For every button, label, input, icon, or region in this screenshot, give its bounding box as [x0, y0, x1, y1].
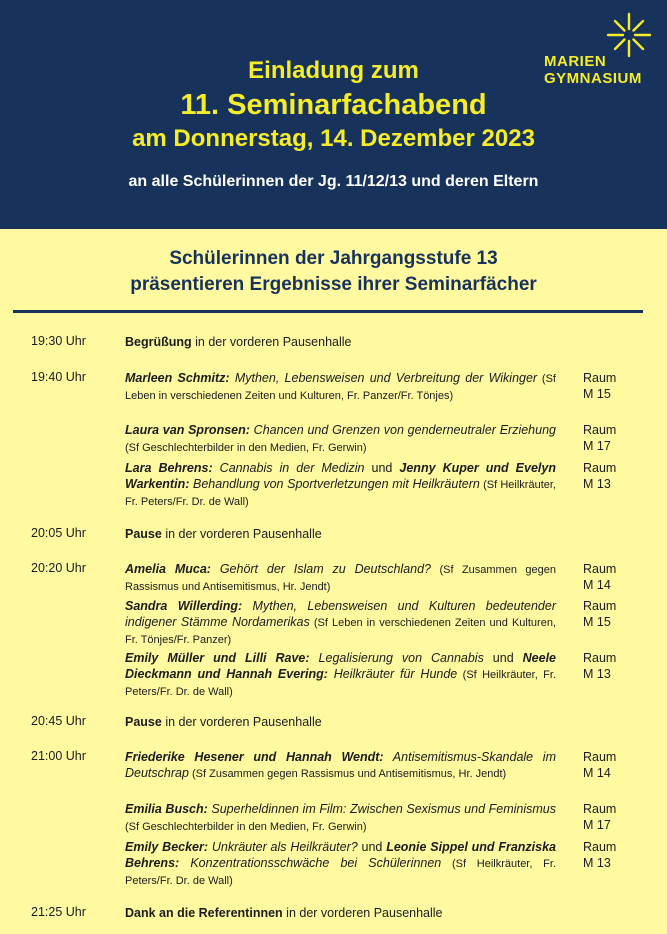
talk-title: Superheldinnen im Film: Zwischen Sexismus und Feminismus: [207, 802, 556, 816]
talk-description: [125, 460, 556, 510]
agenda-bold: Dank an die Referentinnen: [125, 906, 283, 920]
agenda-text: [125, 334, 605, 350]
talk-title: Mythen, Lebensweisen und Kulturen bedeutender indigener Stämme Nordamerikas: [125, 599, 556, 629]
school-logo: [544, 12, 656, 92]
room-label: [583, 839, 616, 871]
talk-title: Antisemitismus-Skandale im Deutschrap: [125, 750, 556, 780]
seminar-info: (Sf Leben in verschiedenen Zeiten und Kulturen, Fr. Panzer/Fr. Tönjes): [125, 373, 556, 402]
divider-rule: [13, 310, 643, 313]
agenda-bold: Pause: [125, 527, 162, 541]
sun-icon: [606, 12, 652, 58]
subtitle-line-2: präsentieren Ergebnisse ihrer Seminarfächer: [130, 274, 537, 295]
talk-description: [125, 422, 556, 456]
room-word: Raum: [583, 651, 617, 665]
room-word: Raum: [583, 371, 617, 385]
seminar-info: (Sf Leben in verschiedenen Zeiten und Kulturen, Fr. Tönjes/Fr. Panzer): [125, 617, 556, 646]
event-date: am Donnerstag, 14. Dezember 2023: [132, 125, 535, 152]
room-number: M 15: [583, 387, 611, 401]
seminar-info: (Sf Geschlechterbilder in den Medien, Fr. Gerwin): [125, 821, 367, 833]
seminar-info: (Sf Heilkräuter, Fr. Peters/Fr. Dr. de Wall): [125, 479, 556, 508]
talk-description: [125, 650, 556, 700]
seminar-info: (Sf Zusammen gegen Rassismus und Antisemitismus, Hr. Jendt): [125, 564, 556, 593]
room-word: Raum: [583, 840, 617, 854]
time-label: 21:25 Uhr: [31, 905, 86, 919]
agenda-rest: in der vorderen Pausenhalle: [161, 527, 322, 541]
room-number: M 17: [583, 818, 611, 832]
room-label: [583, 650, 616, 682]
presenter-name: Emily Becker:: [125, 840, 209, 854]
time-label: 19:40 Uhr: [31, 370, 86, 384]
presenter-name-2: Jenny Kuper und Evelyn Warkentin:: [125, 461, 556, 491]
talk-title: Mythen, Lebensweisen und Verbreitung der Wikinger: [229, 371, 538, 385]
time-label: 20:05 Uhr: [31, 526, 86, 540]
talk-title: Legalisierung von Cannabis: [309, 651, 484, 665]
room-number: M 13: [583, 477, 611, 491]
talk-title: Cannabis in der Medizin: [212, 461, 365, 475]
event-title: 11. Seminarfachabend: [180, 89, 487, 121]
conjunction: und: [364, 461, 400, 475]
room-word: Raum: [583, 599, 617, 613]
room-label: [583, 561, 616, 593]
agenda-text: [125, 714, 605, 730]
presenter-name: Amelia Muca:: [125, 562, 211, 576]
room-word: Raum: [583, 562, 617, 576]
agenda-bold: Begrüßung: [125, 335, 192, 349]
presenter-name: Laura van Spronsen:: [125, 423, 250, 437]
room-number: M 13: [583, 667, 611, 681]
talk-description: [125, 749, 556, 782]
time-label: 21:00 Uhr: [31, 749, 86, 763]
talk-description: [125, 598, 556, 648]
header-banner: [0, 0, 667, 229]
talk-title: Unkräuter als Heilkräuter?: [208, 840, 358, 854]
talk-description: [125, 801, 556, 835]
room-word: Raum: [583, 461, 617, 475]
agenda-bold: Pause: [125, 715, 162, 729]
room-label: [583, 370, 616, 402]
agenda-rest: in der vorderen Pausenhalle: [282, 906, 443, 920]
presenter-name: Emily Müller und Lilli Rave:: [125, 651, 310, 665]
presenter-name: Friederike Hesener und Hannah Wendt:: [125, 750, 384, 764]
time-label: 19:30 Uhr: [31, 334, 86, 348]
talk-description: [125, 839, 556, 889]
room-label: [583, 460, 616, 492]
seminar-info: (Sf Heilkräuter, Fr. Peters/Fr. Dr. de Wall): [125, 858, 556, 887]
time-label: 20:45 Uhr: [31, 714, 86, 728]
invitation-line: Einladung zum: [248, 57, 419, 84]
room-number: M 15: [583, 615, 611, 629]
room-word: Raum: [583, 750, 617, 764]
talk-title: Chancen und Grenzen von genderneutraler Erziehung: [249, 423, 556, 437]
presenter-name: Marleen Schmitz:: [125, 371, 230, 385]
talk-title: Gehört der Islam zu Deutschland?: [210, 562, 432, 576]
room-word: Raum: [583, 423, 617, 437]
talk-title-2: Heilkräuter für Hunde: [327, 667, 458, 681]
agenda-text: [125, 526, 605, 542]
room-number: M 17: [583, 439, 611, 453]
seminar-info: (Sf Heilkräuter, Fr. Peters/Fr. Dr. de Wall): [125, 669, 556, 698]
talk-title-2: Konzentrationsschwäche bei Schülerinnen: [179, 856, 442, 870]
presenter-name: Lara Behrens:: [125, 461, 213, 475]
room-label: [583, 801, 616, 833]
agenda-text: [125, 905, 605, 921]
subtitle-line-1: Schülerinnen der Jahrgangsstufe 13: [169, 248, 498, 269]
room-number: M 14: [583, 766, 611, 780]
seminar-info: (Sf Geschlechterbilder in den Medien, Fr. Gerwin): [125, 442, 367, 454]
presenter-name: Sandra Willerding:: [125, 599, 243, 613]
audience-line: an alle Schülerinnen der Jg. 11/12/13 und deren Eltern: [128, 173, 539, 190]
room-number: M 14: [583, 578, 611, 592]
conjunction: und: [483, 651, 523, 665]
conjunction: und: [357, 840, 387, 854]
agenda-rest: in der vorderen Pausenhalle: [161, 715, 322, 729]
talk-title-2: Behandlung von Sportverletzungen mit Heilkräutern: [189, 477, 480, 491]
time-label: 20:20 Uhr: [31, 561, 86, 575]
talk-description: [125, 561, 556, 595]
logo-text-marien: MARIEN: [544, 53, 607, 70]
room-label: [583, 749, 616, 781]
room-word: Raum: [583, 802, 617, 816]
seminar-info: (Sf Zusammen gegen Rassismus und Antisemitismus, Hr. Jendt): [188, 768, 507, 780]
presenter-name-2: Leonie Sippel und Franziska Behrens:: [125, 840, 556, 870]
logo-text-gymnasium: GYMNASIUM: [544, 70, 642, 87]
room-label: [583, 598, 616, 630]
room-label: [583, 422, 616, 454]
presenter-name: Emilia Busch:: [125, 802, 208, 816]
agenda-rest: in der vorderen Pausenhalle: [191, 335, 352, 349]
presenter-name-2: Neele Dieckmann und Hannah Evering:: [125, 651, 556, 681]
room-number: M 13: [583, 856, 611, 870]
talk-description: [125, 370, 556, 404]
